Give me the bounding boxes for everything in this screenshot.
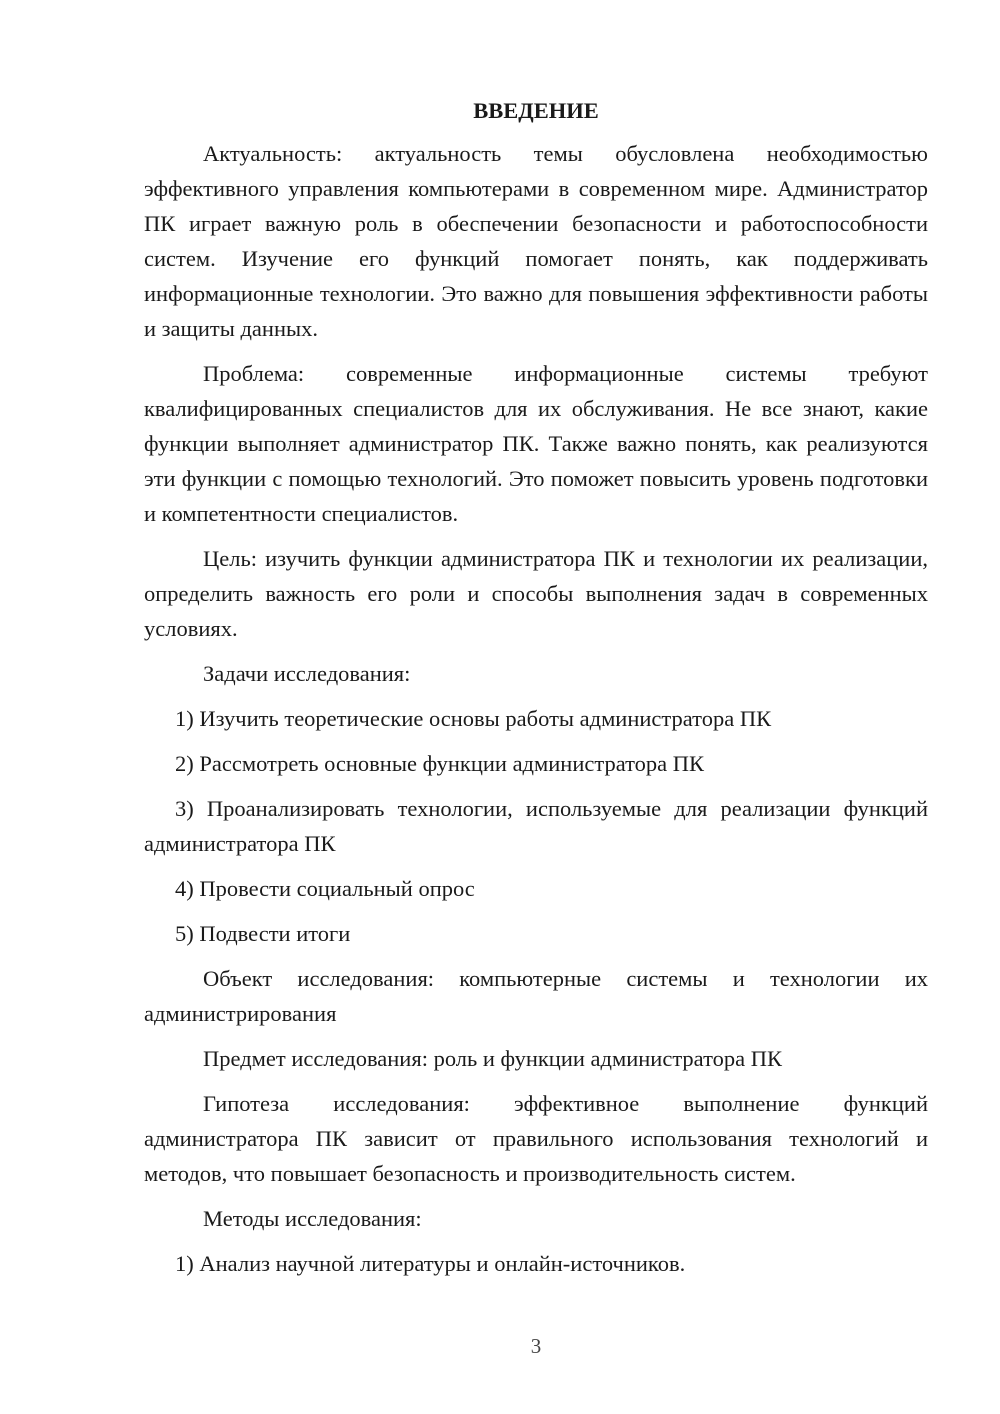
list-item: 1) Анализ научной литературы и онлайн-источников. [175, 1251, 686, 1276]
paragraph-goal: Цель: изучить функции администратора ПК и технологии их реализации, определить важность его роли и способы выполнения задач в современных условиях. [144, 546, 928, 641]
list-item: 2) Рассмотреть основные функции администратора ПК [175, 751, 705, 776]
list-item: 5) Подвести итоги [175, 921, 351, 946]
list-item: 1) Изучить теоретические основы работы администратора ПК [175, 706, 772, 731]
list-item: 4) Провести социальный опрос [175, 876, 475, 901]
paragraph-tasks-heading: Задачи исследования: [203, 661, 411, 686]
paragraph-relevance: Актуальность: актуальность темы обусловлена необходимостью эффективного управления компьютерами в современном мире. Администратор ПК играет важную роль в обеспечении безопасности и работоспособности систем. Изучение его функций помогает понять, как поддерживать информационные технологии. Это важно для повышения эффективности работы и защиты данных. [144, 141, 928, 341]
paragraph-methods-heading: Методы исследования: [203, 1206, 422, 1231]
document-body [144, 94, 928, 1291]
section-heading: ВВЕДЕНИЕ [473, 98, 599, 123]
list-item: 3) Проанализировать технологии, используемые для реализации функций администратора ПК [144, 796, 928, 856]
paragraph-problem: Проблема: современные информационные системы требуют квалифицированных специалистов для их обслуживания. Не все знают, какие функции выполняет администратор ПК. Также важно понять, как реализуются эти функции с помощью технологий. Это поможет повысить уровень подготовки и компетентности специалистов. [144, 361, 928, 526]
paragraph-object: Объект исследования: компьютерные системы и технологии их администрирования [144, 966, 928, 1026]
paragraph-hypothesis: Гипотеза исследования: эффективное выполнение функций администратора ПК зависит от правильного использования технологий и методов, что повышает безопасность и производительность систем. [144, 1091, 928, 1186]
page-number: 3 [530, 1334, 542, 1358]
paragraph-subject: Предмет исследования: роль и функции администратора ПК [203, 1046, 782, 1071]
